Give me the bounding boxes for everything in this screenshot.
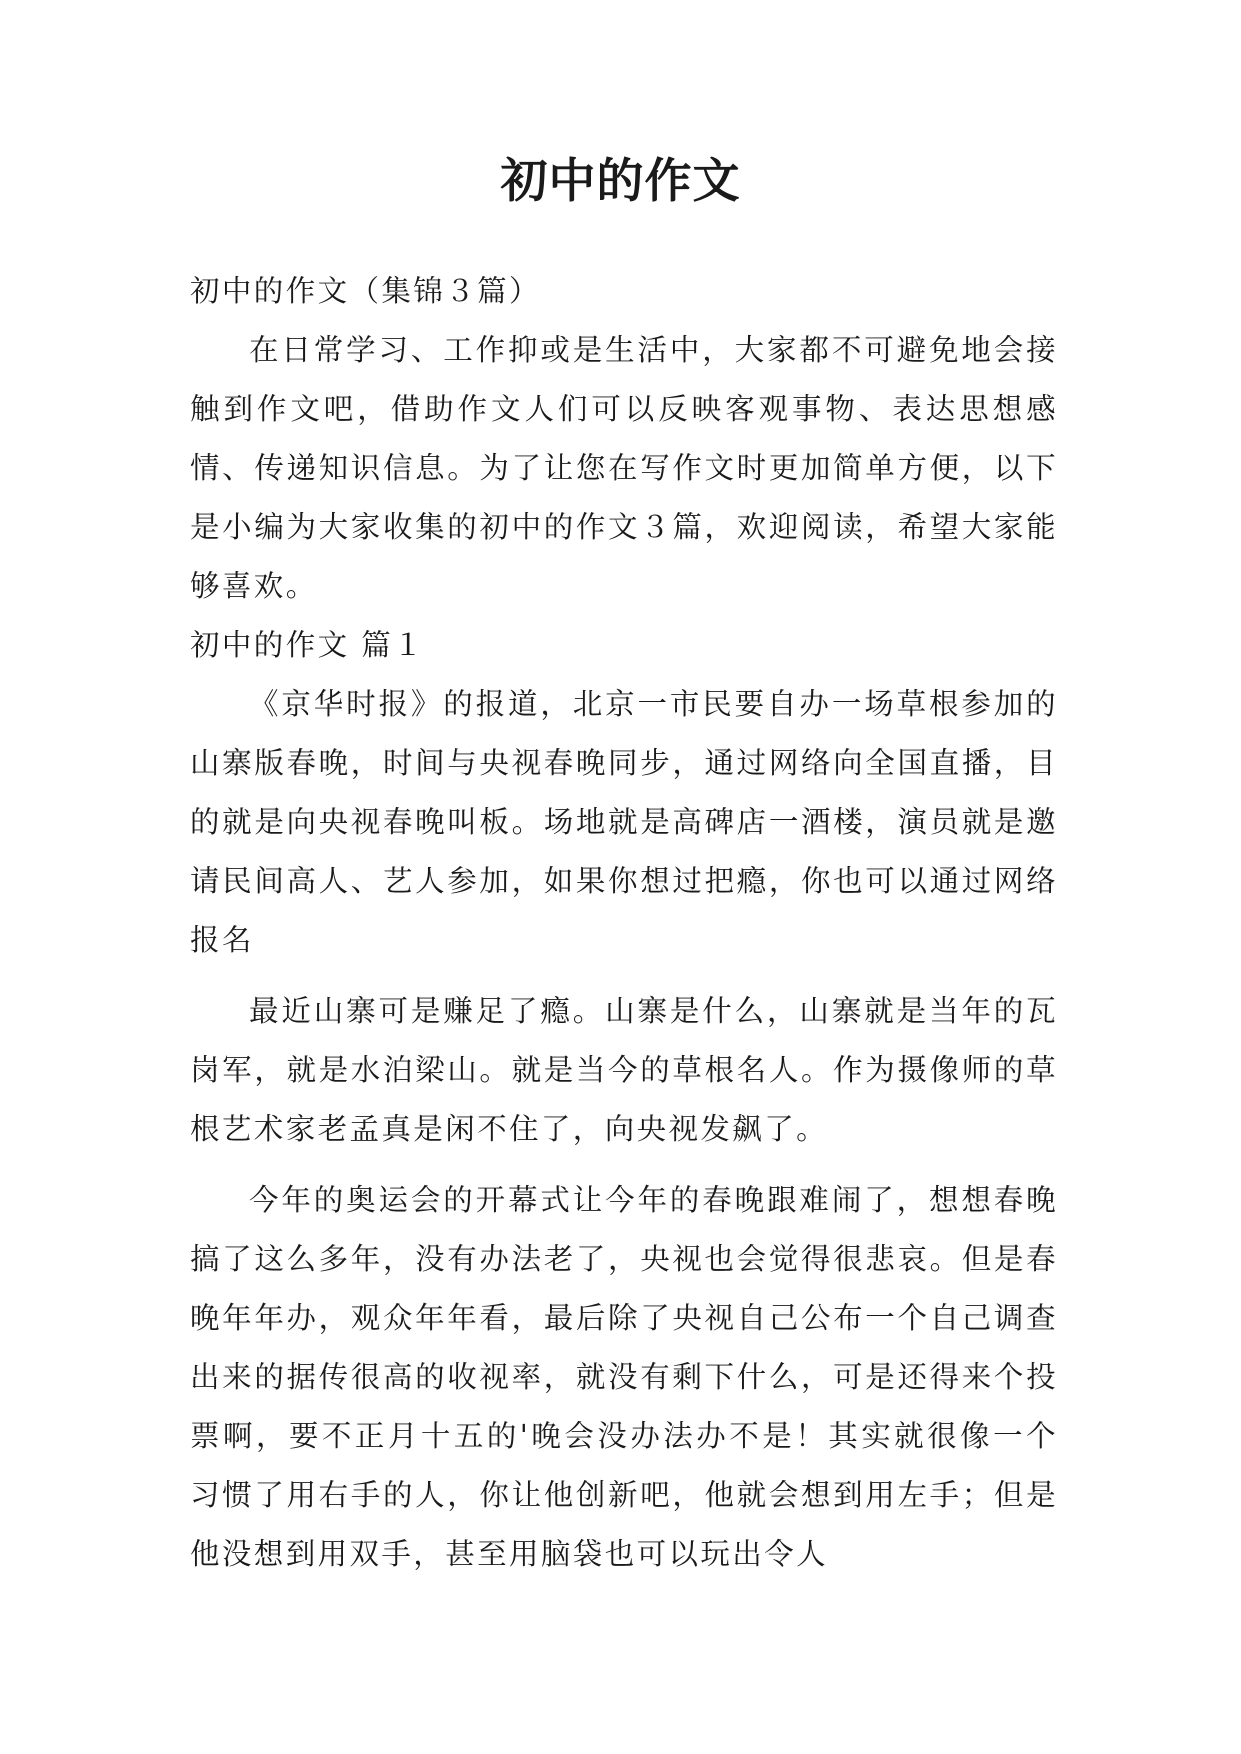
body-paragraph: 最近山寨可是赚足了瘾。山寨是什么，山寨就是当年的瓦岗军，就是水泊梁山。就是当今的草根名人。作为摄像师的草根艺术家老孟真是闲不住了，向央视发飙了。 — [190, 994, 1058, 1146]
page-title: 初中的作文 — [500, 154, 741, 209]
section-heading: 初中的作文 篇１ — [190, 628, 426, 662]
body-paragraph: 今年的奥运会的开幕式让今年的春晚跟难闹了，想想春晚搞了这么多年，没有办法老了，央视也会觉得很悲哀。但是春晚年年办，观众年年看，最后除了央视自己公布一个自己调查出来的据传很高的收视率，就没有剩下什么，可是还得来个投票啊，要不正月十五的'晚会没办法办不是！其实就很像一个习惯了用右手的人，你让他创新吧，他就会想到用左手；但是他没想到用双手，甚至用脑袋也可以玩出令人 — [190, 1183, 1058, 1571]
intro-paragraph: 在日常学习、工作抑或是生活中，大家都不可避免地会接触到作文吧，借助作文人们可以反映客观事物、表达思想感情、传递知识信息。为了让您在写作文时更加简单方便，以下是小编为大家收集的初中的作文３篇，欢迎阅读，希望大家能够喜欢。 — [190, 333, 1058, 603]
document-body — [190, 262, 1058, 1584]
body-paragraph: 《京华时报》的报道，北京一市民要自办一场草根参加的山寨版春晚，时间与央视春晚同步，通过网络向全国直播，目的就是向央视春晚叫板。场地就是高碑店一酒楼，演员就是邀请民间高人、艺人参加，如果你想过把瘾，你也可以通过网络报名 — [190, 687, 1058, 957]
document-subtitle: 初中的作文（集锦３篇） — [190, 274, 541, 308]
